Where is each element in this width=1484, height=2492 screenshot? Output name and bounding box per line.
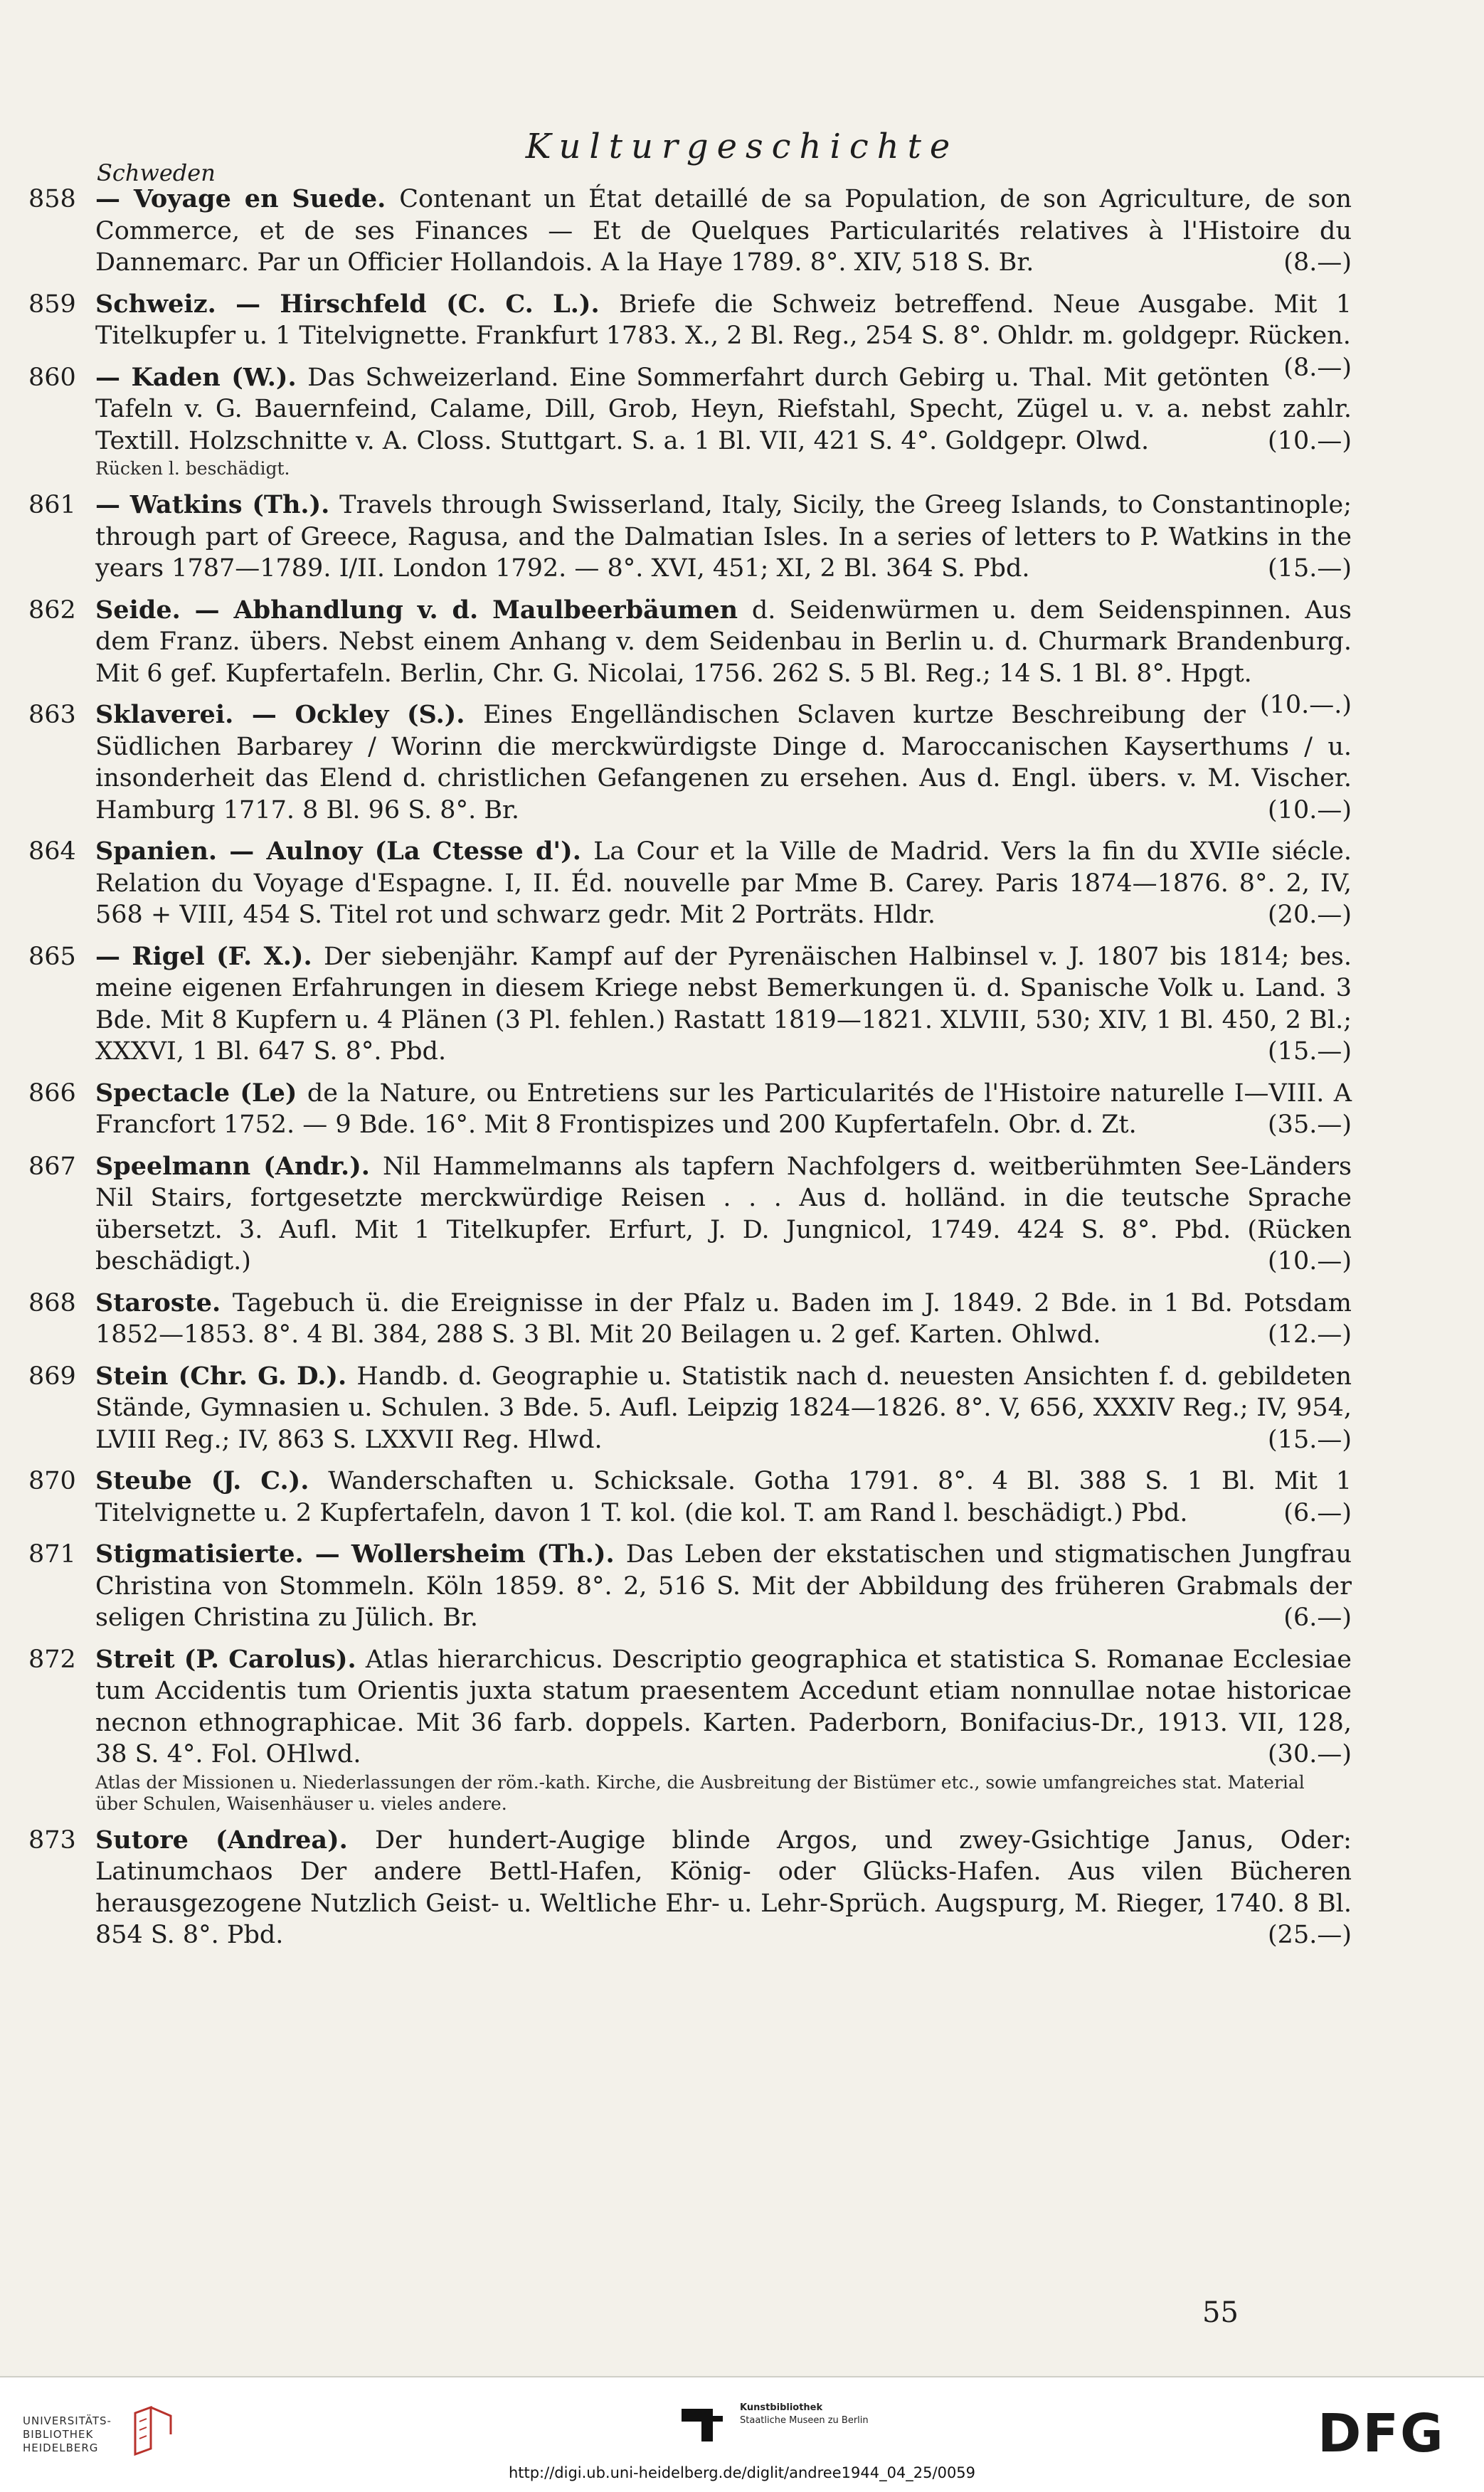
entry-body bbox=[95, 1361, 1352, 1456]
catalog-entry bbox=[28, 362, 1352, 480]
entry-title: Streit (P. Carolus). bbox=[95, 1644, 366, 1674]
entry-description: Travels through Swisserland, Italy, Sicily, the Greeg Islands, to Constantinople; through part of Greece, Ragusa, and the Dalmatian Isles. In a series of letters to P. Watkins in the years 1787—1789. I/II. London 1792. — 8°. XVI, 451; XI, 2 Bl. 364 S. Pbd. bbox=[95, 491, 1352, 583]
lot-number: 873 bbox=[28, 1825, 76, 1855]
lot-number: 868 bbox=[28, 1288, 76, 1317]
entry-title: Steube (J. C.). bbox=[95, 1466, 329, 1495]
lot-number: 859 bbox=[28, 290, 76, 319]
entry-body bbox=[95, 362, 1352, 457]
kb-title: Kunstbibliothek bbox=[740, 2402, 823, 2413]
entry-description: Handb. d. Geographie u. Statistik nach d. neuesten Ansichten f. d. gebildeten Stände, Gymnasien u. Schulen. 3 Bde. 5. Aufl. Leipzig 1824—1826. 8°. V, 656, XXXIV Reg.; IV, 954, LVIII Reg.; IV, 863 S. LXXVII Reg. Hlwd. bbox=[95, 1362, 1352, 1454]
entry-title: Staroste. bbox=[95, 1288, 233, 1317]
entry-price: (15.—) bbox=[1268, 1037, 1352, 1066]
entry-price: (6.—) bbox=[1283, 1603, 1352, 1632]
entry-price: (6.—) bbox=[1283, 1498, 1352, 1527]
entry-body bbox=[95, 699, 1352, 826]
catalog-entry bbox=[28, 941, 1352, 1068]
entry-body bbox=[95, 1539, 1352, 1634]
section-label: Schweden bbox=[97, 159, 216, 186]
page-number: 55 bbox=[1202, 2296, 1239, 2329]
entry-price: (15.—) bbox=[1268, 1425, 1352, 1454]
entry-title: Sklaverei. — Ockley (S.). bbox=[95, 700, 484, 729]
entry-description: Atlas hierarchicus. Descriptio geographica et statistica S. Romanae Ecclesiae tum Accidentis tum Orientis juxta statum praesentem Accedunt etiam nonnullae notae historicae necnon ethnographicae. Mit 36 farb. doppels. Karten. Paderborn, Bonifacius-Dr., 1913. VII, 128, 38 S. 4°. Fol. OHlwd. bbox=[95, 1645, 1352, 1769]
lot-number: 872 bbox=[28, 1645, 76, 1674]
entry-body bbox=[95, 1078, 1352, 1141]
lot-number: 866 bbox=[28, 1078, 76, 1108]
footer-bar bbox=[0, 2377, 1484, 2492]
entry-description: La Cour et la Ville de Madrid. Vers la fin du XVIIe siécle. Relation du Voyage d'Espagne. I, II. Éd. nouvelle par Mme B. Carey. Paris 1874—1876. 8°. 2, IV, 568 + VIII, 454 S. Titel rot und schwarz gedr. Mit 2 Porträts. Hldr. bbox=[95, 837, 1352, 929]
entry-description: Briefe die Schweiz betreffend. Neue Ausgabe. Mit 1 Titelkupfer u. 1 Titelvignette. Frankfurt 1783. X., 2 Bl. Reg., 254 S. 8°. Ohldr. m. goldgepr. Rücken. bbox=[95, 290, 1352, 350]
catalog-entry bbox=[28, 1288, 1352, 1351]
entry-body bbox=[95, 1644, 1352, 1771]
entry-description: Tagebuch ü. die Ereignisse in der Pfalz u. Baden im J. 1849. 2 Bde. in 1 Bd. Potsdam 1852—1853. 8°. 4 Bl. 384, 288 S. 3 Bl. Mit 20 Beilagen u. 2 gef. Karten. Ohlwd. bbox=[95, 1288, 1352, 1349]
entry-title: — Watkins (Th.). bbox=[95, 490, 340, 519]
lot-number: 863 bbox=[28, 701, 76, 729]
entry-title: Schweiz. — Hirschfeld (C. C. L.). bbox=[95, 289, 619, 319]
catalog-entry bbox=[28, 1825, 1352, 1951]
entry-description: Contenant un État detaillé de sa Population, de son Agriculture, de son Commerce, et de ses Finances — Et de Quelques Particularités relatives à l'Histoire du Dannemarc. Par un Officier Hollandois. A la Haye 1789. 8°. XIV, 518 S. Br. bbox=[95, 185, 1352, 277]
entry-description: Das Schweizerland. Eine Sommerfahrt durch Gebirg u. Thal. Mit getönten Tafeln v. G. Bauernfeind, Calame, Dill, Grob, Heyn, Riefstahl, Specht, Zügel u. v. a. nebst zahlr. Textill. Holzschnitte v. A. Closs. Stuttgart. S. a. 1 Bl. VII, 421 S. 4°. Goldgepr. Olwd. bbox=[95, 363, 1352, 455]
running-head: Kulturgeschichte bbox=[525, 127, 959, 166]
entry-description: Das Leben der ekstatischen und stigmatischen Jungfrau Christina von Stommeln. Köln 1859. 8°. 2, 516 S. Mit der Abbildung des früheren Grabmals der seligen Christina zu Jülich. Br. bbox=[95, 1540, 1352, 1632]
university-line: HEIDELBERG bbox=[23, 2441, 99, 2454]
entry-note: Atlas der Missionen u. Niederlassungen der röm.-kath. Kirche, die Ausbreitung der Bistümer etc., sowie umfangreiches stat. Material über Schulen, Waisenhäuser u. vieles andere. bbox=[95, 1771, 1305, 1814]
lot-number: 865 bbox=[28, 942, 76, 971]
entry-body bbox=[95, 836, 1352, 931]
entry-body bbox=[95, 1151, 1352, 1278]
kunstbibliothek-logo-icon[interactable] bbox=[677, 2400, 727, 2450]
university-line: BIBLIOTHEK bbox=[23, 2428, 94, 2441]
entry-title: Spanien. — Aulnoy (La Ctesse d'). bbox=[95, 837, 594, 866]
source-url-link[interactable]: http://digi.ub.uni-heidelberg.de/diglit/andree1944_04_25/0059 bbox=[508, 2464, 976, 2481]
entry-title: Spectacle (Le) bbox=[95, 1078, 307, 1108]
entry-title: Speelmann (Andr.). bbox=[95, 1151, 383, 1181]
entry-list bbox=[28, 184, 1352, 1961]
entry-price: (8.—) bbox=[1283, 353, 1352, 382]
entry-price: (8.—) bbox=[1283, 248, 1352, 277]
lot-number: 867 bbox=[28, 1152, 76, 1181]
dfg-logo[interactable]: DFG bbox=[1318, 2403, 1445, 2464]
entry-title: Stein (Chr. G. D.). bbox=[95, 1361, 357, 1391]
kunstbibliothek-label[interactable] bbox=[740, 2402, 869, 2427]
entry-price: (10.—.) bbox=[1259, 691, 1352, 719]
entry-description: de la Nature, ou Entretiens sur les Particularités de l'Histoire naturelle I—VIII. A Francfort 1752. — 9 Bde. 16°. Mit 8 Frontispizes und 200 Kupfertafeln. Obr. d. Zt. bbox=[95, 1078, 1352, 1139]
entry-body bbox=[95, 1288, 1352, 1351]
lot-number: 858 bbox=[28, 185, 76, 213]
catalog-entry bbox=[28, 489, 1352, 585]
entry-price: (30.—) bbox=[1268, 1740, 1352, 1769]
lot-number: 862 bbox=[28, 595, 76, 625]
lot-number: 871 bbox=[28, 1540, 76, 1569]
entry-price: (25.—) bbox=[1268, 1921, 1352, 1949]
entry-body bbox=[95, 1825, 1352, 1951]
catalog-entry bbox=[28, 1361, 1352, 1456]
entry-title: — Rigel (F. X.). bbox=[95, 941, 324, 971]
entry-title: — Kaden (W.). bbox=[95, 362, 308, 392]
entry-note: Rücken l. beschädigt. bbox=[95, 458, 290, 479]
entry-body bbox=[95, 941, 1352, 1068]
entry-price: (12.—) bbox=[1268, 1320, 1352, 1349]
entry-body bbox=[95, 489, 1352, 585]
entry-title: Sutore (Andrea). bbox=[95, 1825, 375, 1855]
entry-description: d. Seidenwürmen u. dem Seidenspinnen. Aus dem Franz. übers. Nebst einem Anhang v. dem Seidenbau in Berlin u. d. Churmark Brandenburg. Mit 6 gef. Kupfertafeln. Berlin, Chr. G. Nicolai, 1756. 262 S. 5 Bl. Reg.; 14 S. 1 Bl. 8°. Hpgt. bbox=[95, 595, 1352, 688]
lot-number: 870 bbox=[28, 1467, 76, 1495]
catalog-entry bbox=[28, 1078, 1352, 1141]
entry-description: Wanderschaften u. Schicksale. Gotha 1791. 8°. 4 Bl. 388 S. 1 Bl. Mit 1 Titelvignette u. 2 Kupfertafeln, davon 1 T. kol. (die kol. T. am Rand l. beschädigt.) Pbd. bbox=[95, 1467, 1352, 1527]
lot-number: 869 bbox=[28, 1362, 76, 1391]
catalog-entry bbox=[28, 1151, 1352, 1278]
catalog-entry bbox=[28, 699, 1352, 826]
entry-price: (35.—) bbox=[1268, 1110, 1352, 1139]
university-library-label[interactable] bbox=[23, 2414, 112, 2455]
entry-price: (20.—) bbox=[1268, 901, 1352, 929]
entry-description: Der hundert-Augige blinde Argos, und zwey-Gsichtige Janus, Oder: Latinumchaos Der andere Bettl-Hafen, König- oder Glücks-Hafen. Aus vilen Bücheren herausgezogene Nutzlich Geist- u. Weltliche Ehr- u. Lehr-Sprüch. Augspurg, M. Rieger, 1740. 8 Bl. 854 S. 8°. Pbd. bbox=[95, 1825, 1352, 1949]
entry-title: Stigmatisierte. — Wollersheim (Th.). bbox=[95, 1539, 626, 1569]
entry-price: (10.—) bbox=[1268, 426, 1352, 455]
entry-price: (15.—) bbox=[1268, 554, 1352, 583]
entry-title: Seide. — Abhandlung v. d. Maulbeerbäumen bbox=[95, 595, 752, 625]
entry-description: Nil Hammelmanns als tapfern Nachfolgers d. weitberühmten See-Länders Nil Stairs, fortgesetzte merckwürdige Reisen . . . Aus d. holländ. in die teutsche Sprache übersetzt. 3. Aufl. Mit 1 Titelkupfer. Erfurt, J. D. Jungnicol, 1749. 424 S. 8°. Pbd. (Rücken beschädigt.) bbox=[95, 1152, 1352, 1276]
entry-description: Der siebenjähr. Kampf auf der Pyrenäischen Halbinsel v. J. 1807 bis 1814; bes. meine eigenen Erfahrungen in diesem Kriege nebst Bemerkungen ü. d. Spanische Volk u. Land. 3 Bde. Mit 8 Kupfern u. 4 Plänen (3 Pl. fehlen.) Rastatt 1819—1821. XLVIII, 530; XIV, 1 Bl. 450, 2 Bl.; XXXVI, 1 Bl. 647 S. 8°. Pbd. bbox=[95, 942, 1352, 1066]
entry-body bbox=[95, 184, 1352, 279]
lot-number: 861 bbox=[28, 491, 76, 519]
catalog-entry bbox=[28, 184, 1352, 279]
lot-number: 864 bbox=[28, 837, 76, 866]
kb-subtitle: Staatliche Museen zu Berlin bbox=[740, 2415, 869, 2426]
entry-body bbox=[95, 1465, 1352, 1529]
entry-price: (10.—) bbox=[1268, 1247, 1352, 1276]
catalog-entry bbox=[28, 1644, 1352, 1815]
lot-number: 860 bbox=[28, 363, 76, 392]
entry-price: (10.—) bbox=[1268, 795, 1352, 825]
catalog-entry bbox=[28, 1465, 1352, 1529]
university-seal-icon[interactable] bbox=[129, 2406, 179, 2456]
catalog-entry bbox=[28, 1539, 1352, 1634]
entry-description: Eines Engelländischen Sclaven kurtze Beschreibung der Südlichen Barbarey / Worinn die merckwürdigste Dinge d. Maroccanischen Kayserthums / u. insonderheit das Elend d. christlichen Gefangenen zu ersehen. Aus d. Engl. übers. v. M. Vischer. Hamburg 1717. 8 Bl. 96 S. 8°. Br. bbox=[95, 701, 1352, 825]
entry-title: — Voyage en Suede. bbox=[95, 184, 400, 213]
university-line: UNIVERSITÄTS- bbox=[23, 2414, 112, 2427]
catalog-entry bbox=[28, 836, 1352, 931]
